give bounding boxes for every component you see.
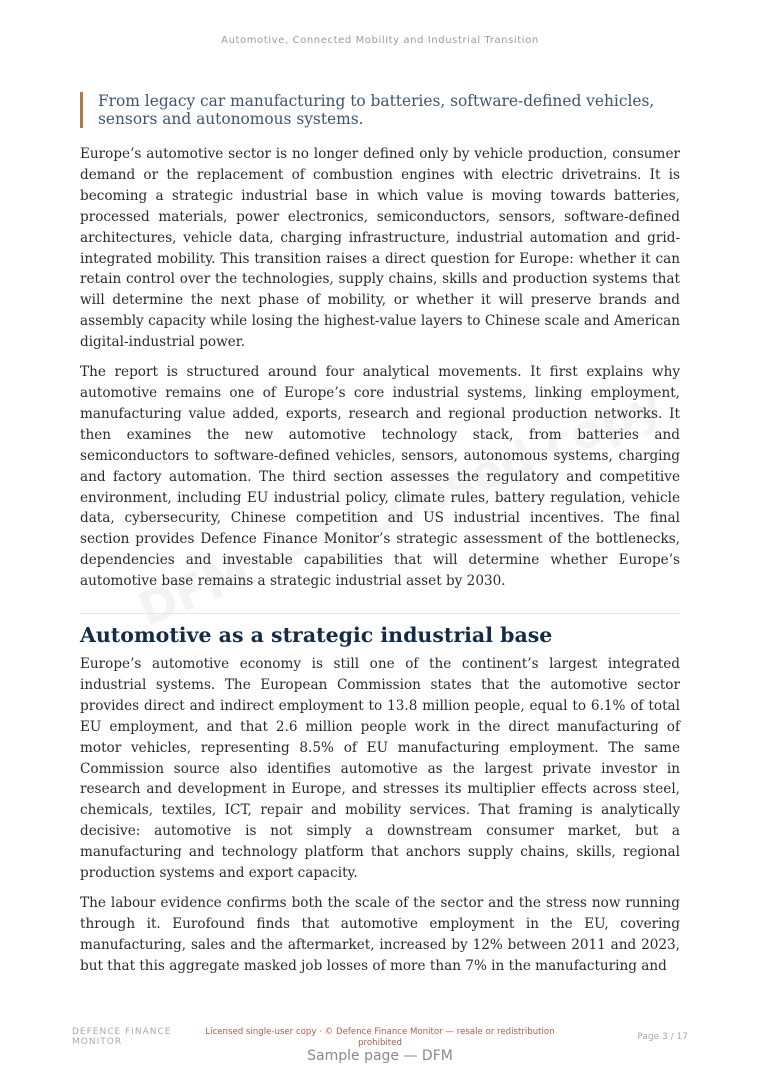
intro-paragraph-1: Europe’s automotive sector is no longer defined only by vehicle production, consumer demand or the replacement of combustion engines with electric drivetrains. It is becoming a strategic industrial base in which value is moving towards batteries, processed materials, power electronics, semiconductors, sensors, software-defined architectures, vehicle data, charging infrastructure, industrial automation and grid-integrated mobility. This transition raises a direct question for Europe: whether it can retain control over the technologies, supply chains, skills and production systems that will determine the next phase of mobility, or whether it will preserve brands and assembly capacity while losing the highest-value layers to Chinese scale and American digital-industrial power. xyxy=(80,146,680,351)
sample-page-label: Sample page — DFM xyxy=(307,1048,453,1064)
pull-quote: From legacy car manufacturing to batteries, software-defined vehicles, sensors and autonomous systems. xyxy=(80,92,680,128)
footer-brand xyxy=(72,1027,171,1047)
section-paragraph-1: Europe’s automotive economy is still one of the continent’s largest integrated industrial systems. The European Commission states that the automotive sector provides direct and indirect employment to 13.8 million people, equal to 6.1% of total EU employment, and that 2.6 million people work in the direct manufacturing of motor vehicles, representing 8.5% of EU manufacturing employment. The same Commission source also identifies automotive as the largest private investor in research and development in Europe, and stresses its multiplier effects across steel, chemicals, textiles, ICT, repair and mobility services. That framing is analytically decisive: automotive is not simply a downstream consumer market, but a manufacturing and technology platform that anchors supply chains, skills, regional production systems and export capacity. xyxy=(80,656,680,882)
page-number: Page 3 / 17 xyxy=(637,1032,688,1042)
section-paragraph-2: The labour evidence confirms both the scale of the sector and the stress now running through it. Eurofound finds that automotive employment in the EU, covering manufacturing, sales and the aftermarket, increased by 12% between 2011 and 2023, but that this aggregate masked job losses of more than 7% in the manufacturing and xyxy=(80,895,680,974)
footer-brand-line-2: MONITOR xyxy=(72,1037,123,1047)
section-divider xyxy=(80,613,680,614)
running-header: Automotive, Connected Mobility and Industrial Transition xyxy=(221,35,539,46)
license-line-1: Licensed single-user copy · © Defence Finance Monitor — resale or redistribution xyxy=(205,1027,555,1037)
license-line-2: prohibited xyxy=(358,1037,402,1048)
intro-paragraph-2: The report is structured around four analytical movements. It first explains why automotive remains one of Europe’s core industrial systems, linking employment, manufacturing value added, exports, research and regional production networks. It then examines the new automotive technology stack, from batteries and semiconductors to software-defined vehicles, sensors, autonomous systems, charging and factory automation. The third section assesses the regulatory and competitive environment, including EU industrial policy, climate rules, battery regulation, vehicle data, cybersecurity, Chinese competition and US industrial incentives. The final section provides Defence Finance Monitor’s strategic assessment of the bottlenecks, dependencies and investable capabilities that will determine whether Europe’s automotive base remains a strategic industrial asset by 2030. xyxy=(80,364,680,590)
footer-license-notice xyxy=(205,1027,555,1048)
footer-brand-line-1: DEFENCE FINANCE xyxy=(72,1027,172,1037)
section-heading: Automotive as a strategic industrial base xyxy=(80,623,553,648)
main-content xyxy=(80,92,680,986)
